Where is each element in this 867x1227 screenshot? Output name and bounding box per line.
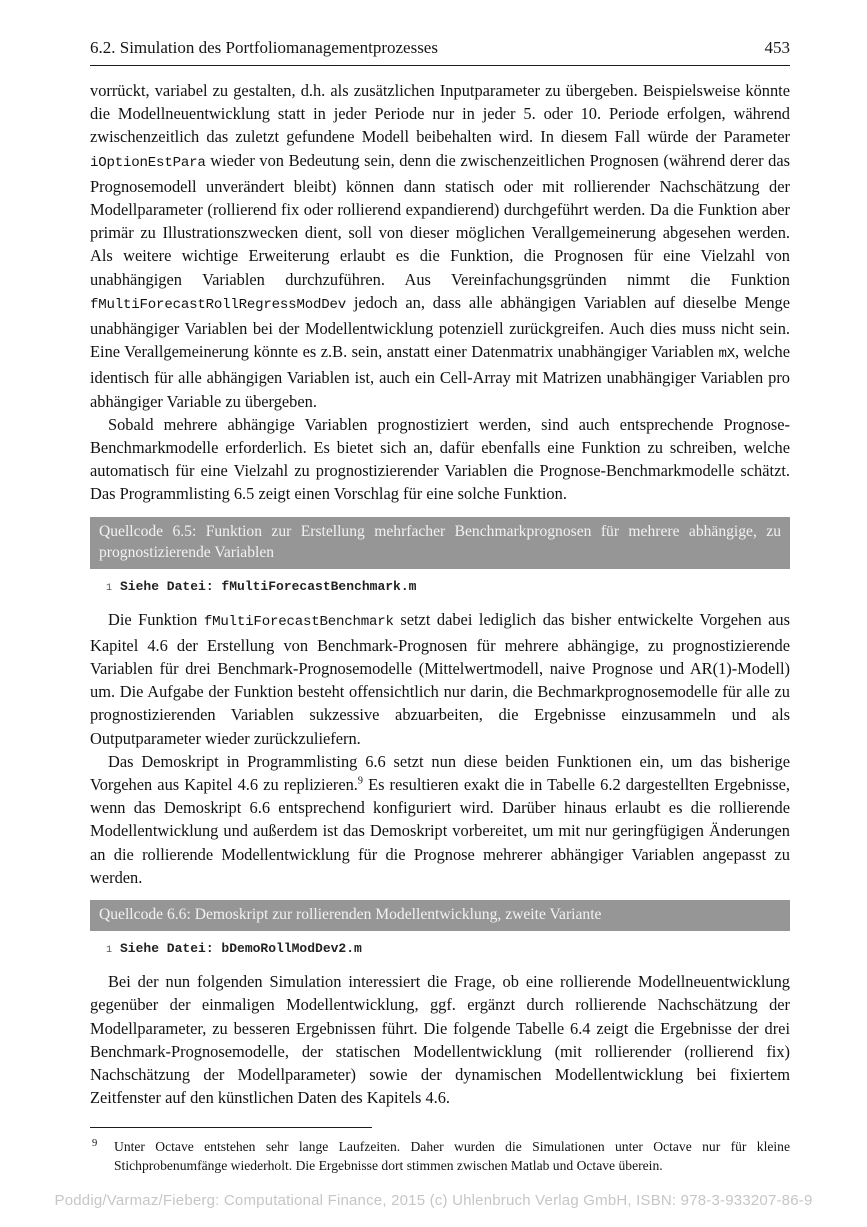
paragraph: Bei der nun folgenden Simulation interessiert die Frage, ob eine rollierende Modellneuentwicklung gegenüber der einmaligen Modellentwicklung, ggf. ergänzt durch rollierende Nachschätzung der Modellparameter, zu besseren Ergebnissen führt. Die folgende Tabelle 6.4 zeigt die Ergebnisse der drei Benchmark-Prognosemodelle, der statischen Modellentwicklung (mit rollierender (rollierend fix) Nachschätzung der Modellparameter) sowie der dynamischen Modellentwicklung bei fixiertem Zeitfenster auf den künstlichen Daten des Kapitels 4.6. [90,972,790,1108]
paragraph: Die Funktion fMultiForecastBenchmark setzt dabei lediglich das bisher entwickelte Vorgehen aus Kapitel 4.6 der Erstellung von Benchmark-Prognosen für mehrere abhängige, zu prognostizierende Variablen für drei Benchmark-Prognosemodelle (Mittelwertmodell, naive Prognose und AR(1)-Modell) um. Die Aufgabe der Funktion besteht offensichtlich nur darin, die Bechmarkprognosemodelle für alle zu prognostizierenden Variablen sukzessive abzuarbeiten, die Ergebnisse einzusammeln und als Outputparameter wieder zurückzuliefern. [90,609,790,748]
code-line: 1 Siehe Datei: bDemoRollModDev2.m [98,940,790,959]
listing-caption: Quellcode 6.5: Funktion zur Erstellung mehrfacher Benchmarkprognosen für mehrere abhängige, zu prognostizierende Variablen [90,517,790,569]
code-line: 1 Siehe Datei: fMultiForecastBenchmark.m [98,578,790,597]
listing-code [90,569,790,604]
paragraph: Sobald mehrere abhängige Variablen prognostiziert werden, sind auch entsprechende Prognose-Benchmarkmodelle erforderlich. Es bietet sich an, dafür ebenfalls eine Funktion zu schreiben, welche automatisch für eine Vielzahl zu prognostizierender Variablen die Prognose-Benchmarkmodelle schätzt. Das Programmlisting 6.5 zeigt einen Vorschlag für eine solche Funktion. [90,414,790,504]
footnote-separator [90,1127,372,1128]
code-listing [90,517,790,604]
footnote-marker: 9 [92,1138,98,1150]
line-number: 1 [105,582,112,594]
paragraph: Das Demoskript in Programmlisting 6.6 setzt nun diese beiden Funktionen ein, um das bisherige Vorgehen aus Kapitel 4.6 zu replizieren.$^9$ Es resultieren exakt die in Tabelle 6.2 dargestellten Ergebnisse, wenn das Demoskript 6.6 entsprechend konfiguriert wird. Darüber hinaus erlaubt es die rollierende Modellentwicklung und außerdem ist das Demoskript vorbereitet, um mit nur geringfügigen Änderungen an die rollierende Modellentwicklung für die Prognose mehrerer abhängiger Variablen angepasst zu werden. [90,751,791,887]
body-text [90,79,790,1109]
inline-code: mX [718,346,735,363]
line-number: 1 [105,945,112,957]
footer-imprint: Poddig/Varmaz/Fieberg: Computational Finance, 2015 (c) Uhlenbruch Verlag GmbH, ISBN: 978-3-933207-86-9 [54,1192,813,1209]
inline-code: iOptionEstPara [90,154,206,171]
inline-code: fMultiForecastBenchmark [203,613,394,630]
header-page-number: 453 [764,38,790,57]
running-header [90,38,790,66]
paragraph: vorrückt, variabel zu gestalten, d.h. als zusätzlichen Inputparameter zu übergeben. Beispielsweise könnte die Modellneuentwicklung statt in jeder Periode nur in jeder 5. oder 10. Periode erfolgen, während zwischenzeitlich das zuletzt gefundene Modell beibehalten wird. In diesem Fall würde der Parameter iOptionEstPara wieder von Bedeutung sein, denn die zwischenzeitlichen Prognosen (während derer das Prognosemodell unverändert bleibt) können dann statisch oder mit rollierender Nachschätzung der Modellparameter (rollierend fix oder rollierend expandierend) durchgeführt werden. Da die Funktion aber primär zu Illustrationszwecken dient, soll von dieser möglichen Verallgemeinerung abgesehen werden. Als weitere wichtige Erweiterung erlaubt es die Funktion, die Prognosen für eine Vielzahl von unabhängigen Variablen durchzuführen. Aus Vereinfachungsgründen nimmt die Funktion fMultiForecastRollRegressModDev jedoch an, dass alle abhängigen Variablen auf dieselbe Menge unabhängiger Variablen bei der Modellentwicklung potenziell zurückgreifen. Auch dies muss nicht sein. Eine Verallgemeinerung könnte es z.B. sein, anstatt einer Datenmatrix unabhängiger Variablen mX, welche identisch für alle abhängigen Variablen ist, auch ein Cell-Array mit Matrizen unabhängiger Variablen pro abhängiger Variable zu übergeben. [90,81,790,411]
footnote-reference: 9 [357,775,363,787]
listing-caption: Quellcode 6.6: Demoskript zur rollierenden Modellentwicklung, zweite Variante [90,900,790,931]
header-section-title: 6.2. Simulation des Portfoliomanagementprozesses [90,38,438,57]
footnote-text: Unter Octave entstehen sehr lange Laufzeiten. Daher wurden die Simulationen unter Octave nur für kleine Stichprobenumfänge wiederholt. Die Ergebnisse dort stimmen zwischen Matlab und Octave überein. [114,1139,790,1174]
inline-code: fMultiForecastRollRegressModDev [90,296,346,313]
footnote-area [90,1127,790,1175]
footnote [90,1137,790,1175]
code-listing [90,900,790,966]
listing-code [90,931,790,966]
page-footer [0,1192,867,1209]
